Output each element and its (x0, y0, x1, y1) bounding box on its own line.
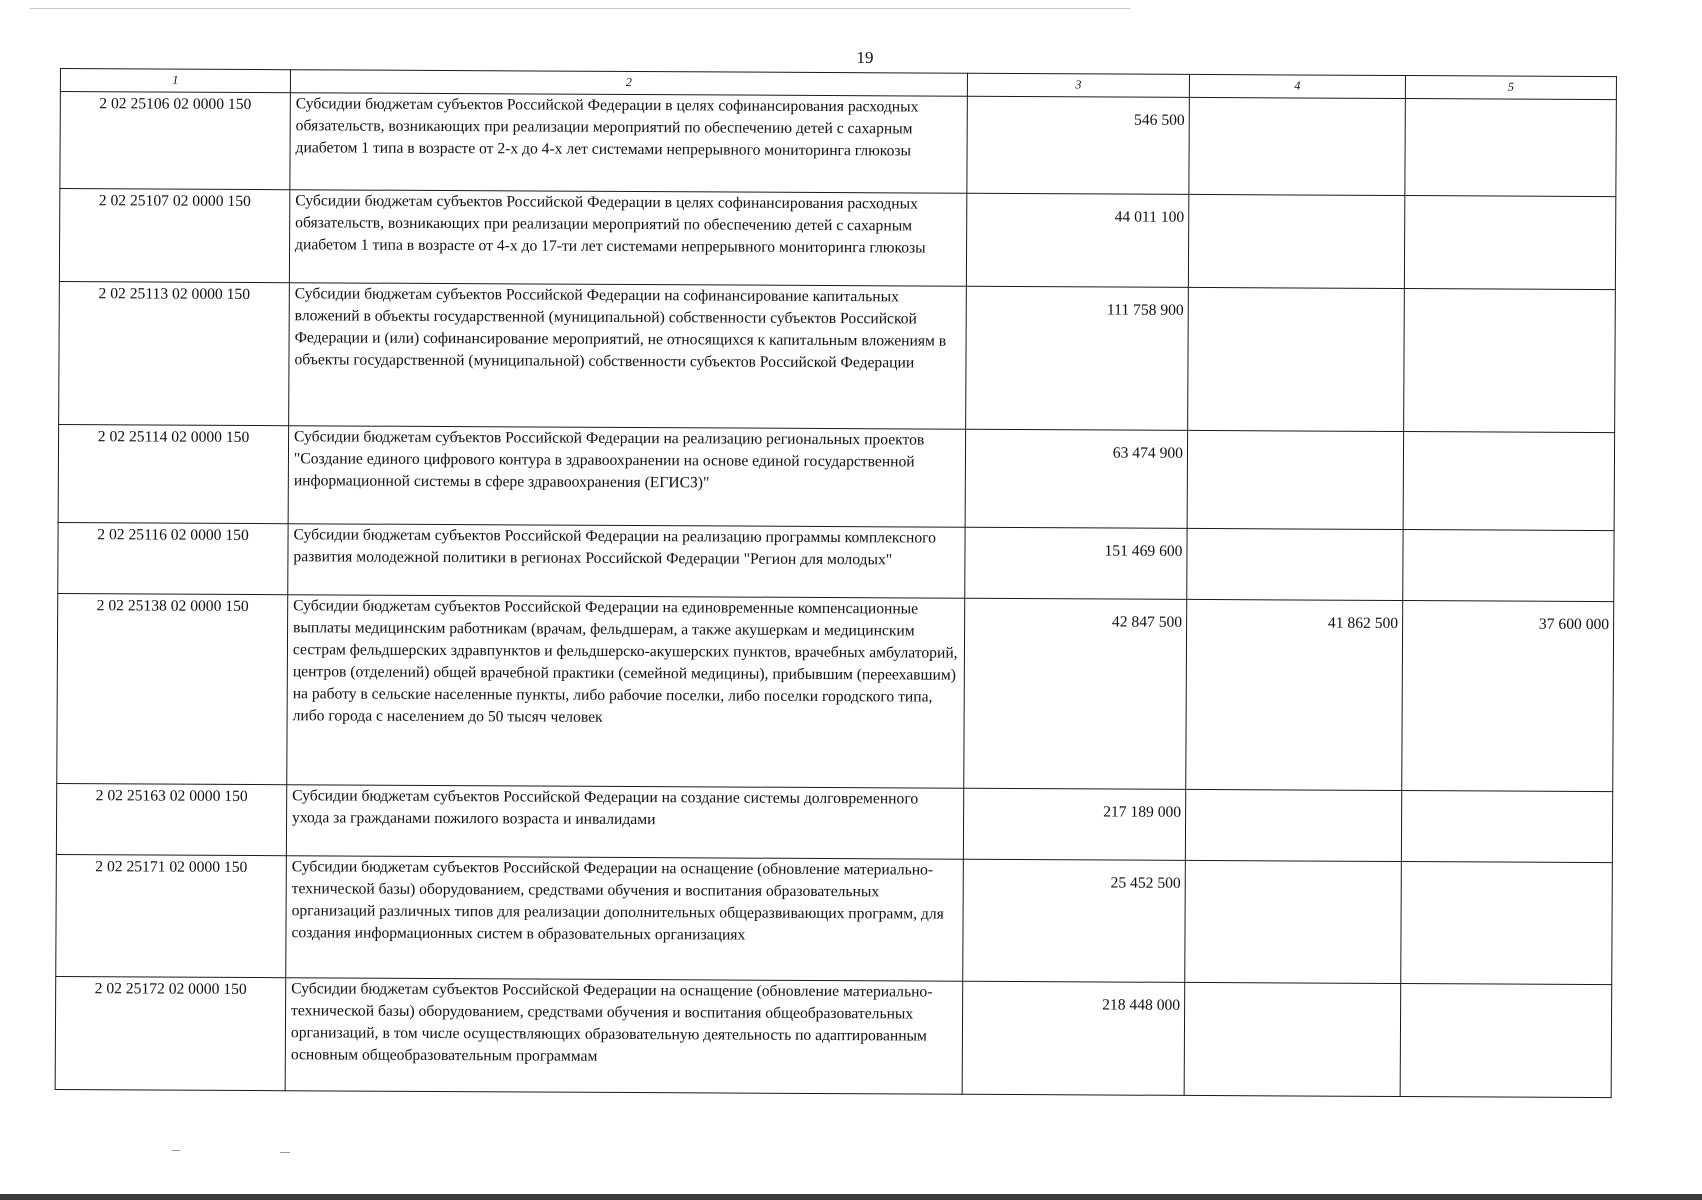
row-value-col5 (1404, 289, 1616, 433)
row-value-col3: 44 011 100 (966, 193, 1188, 287)
row-value-col4 (1188, 194, 1404, 288)
row-value-col4 (1187, 528, 1403, 600)
row-value-col4 (1185, 789, 1401, 861)
row-value-col4 (1189, 97, 1406, 195)
row-value-col5 (1401, 791, 1612, 863)
column-header-2: 2 (290, 70, 967, 97)
row-code: 2 02 25171 02 0000 150 (56, 854, 287, 977)
row-value-col5 (1404, 196, 1615, 290)
table-row (59, 189, 1615, 290)
row-code: 2 02 25163 02 0000 150 (56, 783, 286, 855)
scan-edge-shadow (0, 1194, 1702, 1200)
row-description: Субсидии бюджетам субъектов Российской Федерации в целях софинансирования расходных обязательств, возникающих при реализации мероприятий по обеспечению детей с сахарным диабетом 1 типа в возрасте от 2-х до 4-х лет системами непрерывного мониторинга глюкозы (290, 93, 967, 194)
row-value-col3: 217 189 000 (963, 788, 1185, 860)
column-header-1: 1 (60, 69, 290, 93)
row-value-col3: 546 500 (967, 96, 1190, 194)
row-description: Субсидии бюджетам субъектов Российской Федерации на оснащение (обновление материально-технической базы) оборудованием, средствами обучения и воспитания общеобразовательных организаций, в том числе осуществляющих образовательную деятельность по адаптированным основным общеобразовательным программам (285, 978, 963, 1095)
row-value-col5 (1405, 99, 1617, 197)
table-row (56, 854, 1613, 984)
scan-artifact-mark (280, 1152, 290, 1153)
table-row (58, 424, 1614, 530)
row-description: Субсидии бюджетам субъектов Российской Федерации на единовременные компенсационные выплаты медицинским работникам (врачам, фельдшерам, а также акушеркам и медицинским сестрам фельдшерских здравпунктов и фельдшерско-акушерских пунктов, врачебных амбулаторий, центров (отделений) общей врачебной практики (семейной медицины), прибывшим (переехавшим) на работу в сельские населенные пункты, либо рабочие поселки, либо поселки городского типа, либо города с населением до 50 тысяч человек (287, 595, 965, 789)
row-description: Субсидии бюджетам субъектов Российской Федерации на оснащение (обновление материально-технической базы) оборудованием, средствами обучения и воспитания образовательных организаций различных типов для реализации дополнительных общеразвивающих программ, для создания информационных систем в образовательных организациях (286, 856, 964, 982)
table-row (57, 593, 1614, 791)
row-value-col4 (1187, 430, 1404, 529)
row-code: 2 02 25107 02 0000 150 (59, 189, 289, 283)
row-code: 2 02 25116 02 0000 150 (58, 522, 288, 594)
row-value-col3: 63 474 900 (965, 429, 1188, 528)
row-value-col4 (1188, 287, 1405, 431)
row-value-col3: 42 847 500 (964, 598, 1187, 789)
row-description: Субсидии бюджетам субъектов Российской Федерации на реализацию программы комплексного развития молодежной политики в регионах Российской Федерации "Регион для молодых" (288, 524, 965, 599)
row-code: 2 02 25106 02 0000 150 (60, 92, 291, 190)
column-header-5: 5 (1405, 76, 1616, 100)
row-value-col5 (1403, 432, 1615, 531)
scan-artifact-mark (172, 1150, 180, 1151)
row-description: Субсидии бюджетам субъектов Российской Федерации в целях софинансирования расходных обязательств, возникающих при реализации мероприятий по обеспечению детей с сахарным диабетом 1 типа в возрасте от 4-х до 17-ти лет системами непрерывного мониторинга глюкозы (289, 190, 966, 287)
scan-artifact-line (30, 8, 1130, 9)
page-number: 19 (856, 48, 874, 67)
column-header-3: 3 (967, 73, 1189, 97)
row-value-col5 (1400, 984, 1612, 1098)
row-value-col4: 41 862 500 (1186, 599, 1403, 790)
row-value-col3: 25 452 500 (963, 859, 1186, 982)
row-value-col4 (1185, 860, 1402, 983)
column-header-4: 4 (1189, 74, 1405, 98)
table-row (60, 92, 1616, 197)
row-code: 2 02 25138 02 0000 150 (57, 593, 288, 784)
row-code: 2 02 25114 02 0000 150 (58, 424, 289, 523)
row-description: Субсидии бюджетам субъектов Российской Федерации на софинансирование капитальных вложений в объекты государственной (муниципальной) собственности субъектов Российской Федерации и (или) софинансирование мероприятий, не относящихся к капитальным вложениям в объекты государственной (муниципальной) собственности субъектов Российской Федерации (289, 283, 967, 430)
row-value-col3: 151 469 600 (965, 527, 1187, 599)
row-value-col3: 111 758 900 (966, 286, 1189, 430)
row-code: 2 02 25113 02 0000 150 (59, 281, 290, 425)
row-value-col4 (1184, 982, 1401, 1096)
table-row (56, 783, 1612, 862)
row-value-col5 (1401, 862, 1613, 985)
row-description: Субсидии бюджетам субъектов Российской Федерации на реализацию региональных проектов "Создание единого цифрового контура в здравоохранении на основе единой государственной информационной системы в сфере здравоохранения (ЕГИСЗ)" (288, 426, 966, 528)
row-value-col5 (1403, 530, 1614, 602)
table-row (59, 281, 1616, 432)
row-code: 2 02 25172 02 0000 150 (55, 976, 286, 1090)
table-row (55, 976, 1612, 1097)
row-value-col3: 218 448 000 (962, 981, 1185, 1095)
budget-table (55, 68, 1617, 1098)
table-row (58, 522, 1614, 601)
row-value-col5: 37 600 000 (1402, 601, 1614, 792)
row-description: Субсидии бюджетам субъектов Российской Федерации на создание системы долговременного ухода за гражданами пожилого возраста и инвалидами (286, 785, 963, 860)
